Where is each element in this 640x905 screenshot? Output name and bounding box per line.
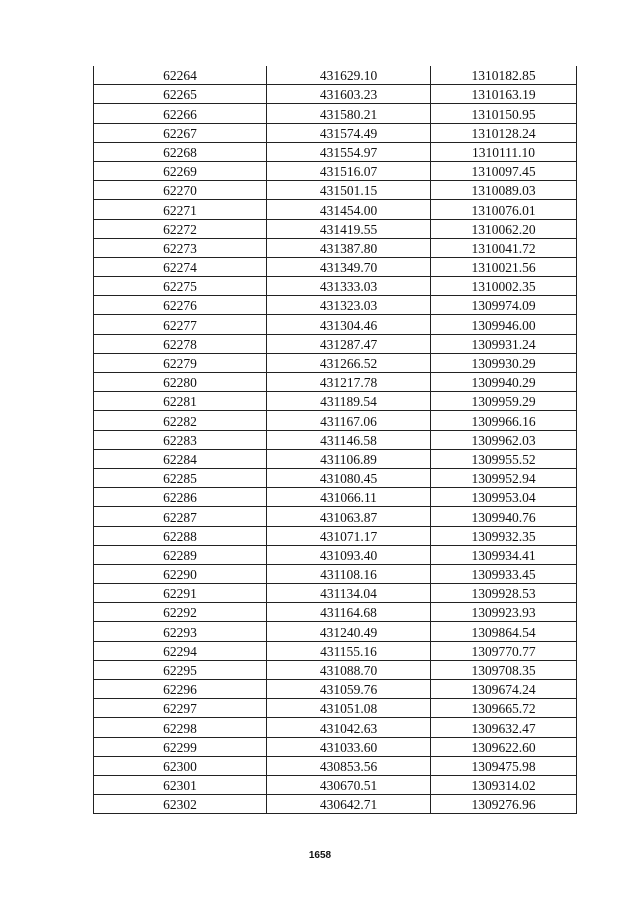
table-row [94,584,577,603]
point-id-cell: 62277 [94,315,267,334]
y-coordinate-cell: 1309864.54 [431,622,577,641]
page-number: 1658 [308,850,332,861]
x-coordinate-cell: 431580.21 [267,104,431,123]
y-coordinate-cell: 1310041.72 [431,238,577,257]
x-coordinate-cell: 431134.04 [267,584,431,603]
table-row [94,660,577,679]
y-coordinate-cell: 1309933.45 [431,564,577,583]
y-coordinate-cell: 1309932.35 [431,526,577,545]
point-id-cell: 62302 [94,795,267,814]
y-coordinate-cell: 1310089.03 [431,181,577,200]
x-coordinate-cell: 431516.07 [267,161,431,180]
table-row [94,507,577,526]
point-id-cell: 62300 [94,756,267,775]
x-coordinate-cell: 431387.80 [267,238,431,257]
table-row [94,161,577,180]
x-coordinate-cell: 431146.58 [267,430,431,449]
point-id-cell: 62276 [94,296,267,315]
y-coordinate-cell: 1309959.29 [431,392,577,411]
table-row [94,123,577,142]
x-coordinate-cell: 431323.03 [267,296,431,315]
table-row [94,315,577,334]
table-row [94,449,577,468]
x-coordinate-cell: 431574.49 [267,123,431,142]
y-coordinate-cell: 1309622.60 [431,737,577,756]
y-coordinate-cell: 1310076.01 [431,200,577,219]
table-row [94,756,577,775]
x-coordinate-cell: 431051.08 [267,699,431,718]
table-row [94,219,577,238]
point-id-cell: 62266 [94,104,267,123]
table-row [94,718,577,737]
y-coordinate-cell: 1309955.52 [431,449,577,468]
point-id-cell: 62282 [94,411,267,430]
y-coordinate-cell: 1309475.98 [431,756,577,775]
y-coordinate-cell: 1310163.19 [431,85,577,104]
table-row [94,545,577,564]
x-coordinate-cell: 431093.40 [267,545,431,564]
x-coordinate-cell: 431106.89 [267,449,431,468]
x-coordinate-cell: 431454.00 [267,200,431,219]
x-coordinate-cell: 431108.16 [267,564,431,583]
point-id-cell: 62267 [94,123,267,142]
table-row [94,392,577,411]
point-id-cell: 62292 [94,603,267,622]
x-coordinate-cell: 431240.49 [267,622,431,641]
point-id-cell: 62286 [94,488,267,507]
y-coordinate-cell: 1310097.45 [431,161,577,180]
table-row [94,257,577,276]
x-coordinate-cell: 431501.15 [267,181,431,200]
table-row [94,85,577,104]
x-coordinate-cell: 430853.56 [267,756,431,775]
point-id-cell: 62273 [94,238,267,257]
y-coordinate-cell: 1310150.95 [431,104,577,123]
point-id-cell: 62291 [94,584,267,603]
x-coordinate-cell: 430642.71 [267,795,431,814]
y-coordinate-cell: 1309923.93 [431,603,577,622]
x-coordinate-cell: 431071.17 [267,526,431,545]
y-coordinate-cell: 1309314.02 [431,775,577,794]
point-id-cell: 62280 [94,373,267,392]
table-row [94,66,577,85]
y-coordinate-cell: 1309962.03 [431,430,577,449]
table-row [94,238,577,257]
point-id-cell: 62283 [94,430,267,449]
y-coordinate-cell: 1309940.76 [431,507,577,526]
x-coordinate-cell: 431287.47 [267,334,431,353]
table-row [94,142,577,161]
table-row [94,699,577,718]
x-coordinate-cell: 431266.52 [267,353,431,372]
x-coordinate-cell: 431333.03 [267,277,431,296]
y-coordinate-cell: 1309934.41 [431,545,577,564]
point-id-cell: 62285 [94,468,267,487]
x-coordinate-cell: 431164.68 [267,603,431,622]
table-row [94,564,577,583]
y-coordinate-cell: 1309674.24 [431,680,577,699]
point-id-cell: 62279 [94,353,267,372]
table-row [94,641,577,660]
point-id-cell: 62284 [94,449,267,468]
table-row [94,277,577,296]
x-coordinate-cell: 431088.70 [267,660,431,679]
point-id-cell: 62265 [94,85,267,104]
table-row [94,775,577,794]
point-id-cell: 62278 [94,334,267,353]
y-coordinate-cell: 1310111.10 [431,142,577,161]
table-row [94,296,577,315]
point-id-cell: 62268 [94,142,267,161]
point-id-cell: 62298 [94,718,267,737]
point-id-cell: 62264 [94,66,267,85]
x-coordinate-cell: 431080.45 [267,468,431,487]
x-coordinate-cell: 431042.63 [267,718,431,737]
y-coordinate-cell: 1309940.29 [431,373,577,392]
y-coordinate-cell: 1310002.35 [431,277,577,296]
x-coordinate-cell: 431063.87 [267,507,431,526]
table-row [94,411,577,430]
table-row [94,468,577,487]
y-coordinate-cell: 1309974.09 [431,296,577,315]
table-row [94,603,577,622]
y-coordinate-cell: 1309770.77 [431,641,577,660]
y-coordinate-cell: 1309966.16 [431,411,577,430]
x-coordinate-cell: 431033.60 [267,737,431,756]
y-coordinate-cell: 1309928.53 [431,584,577,603]
y-coordinate-cell: 1309931.24 [431,334,577,353]
table-row [94,104,577,123]
x-coordinate-cell: 431629.10 [267,66,431,85]
point-id-cell: 62274 [94,257,267,276]
point-id-cell: 62293 [94,622,267,641]
x-coordinate-cell: 431217.78 [267,373,431,392]
x-coordinate-cell: 430670.51 [267,775,431,794]
table-row [94,200,577,219]
y-coordinate-cell: 1309953.04 [431,488,577,507]
point-id-cell: 62289 [94,545,267,564]
point-id-cell: 62272 [94,219,267,238]
y-coordinate-cell: 1309708.35 [431,660,577,679]
point-id-cell: 62269 [94,161,267,180]
point-id-cell: 62294 [94,641,267,660]
point-id-cell: 62290 [94,564,267,583]
x-coordinate-cell: 431603.23 [267,85,431,104]
y-coordinate-cell: 1310182.85 [431,66,577,85]
table-row [94,526,577,545]
point-id-cell: 62288 [94,526,267,545]
point-id-cell: 62297 [94,699,267,718]
x-coordinate-cell: 431167.06 [267,411,431,430]
x-coordinate-cell: 431066.11 [267,488,431,507]
table-row [94,622,577,641]
point-id-cell: 62301 [94,775,267,794]
table-row [94,181,577,200]
y-coordinate-cell: 1309930.29 [431,353,577,372]
y-coordinate-cell: 1309952.94 [431,468,577,487]
table-row [94,353,577,372]
point-id-cell: 62275 [94,277,267,296]
coordinate-table [93,66,577,814]
point-id-cell: 62299 [94,737,267,756]
table-row [94,488,577,507]
point-id-cell: 62271 [94,200,267,219]
point-id-cell: 62270 [94,181,267,200]
x-coordinate-cell: 431554.97 [267,142,431,161]
y-coordinate-cell: 1309946.00 [431,315,577,334]
x-coordinate-cell: 431155.16 [267,641,431,660]
x-coordinate-cell: 431304.46 [267,315,431,334]
point-id-cell: 62295 [94,660,267,679]
x-coordinate-cell: 431349.70 [267,257,431,276]
y-coordinate-cell: 1310021.56 [431,257,577,276]
point-id-cell: 62281 [94,392,267,411]
y-coordinate-cell: 1310062.20 [431,219,577,238]
y-coordinate-cell: 1309665.72 [431,699,577,718]
y-coordinate-cell: 1309276.96 [431,795,577,814]
table-row [94,373,577,392]
y-coordinate-cell: 1309632.47 [431,718,577,737]
table-row [94,430,577,449]
y-coordinate-cell: 1310128.24 [431,123,577,142]
point-id-cell: 62296 [94,680,267,699]
x-coordinate-cell: 431419.55 [267,219,431,238]
x-coordinate-cell: 431059.76 [267,680,431,699]
table-row [94,334,577,353]
table-row [94,680,577,699]
table-row [94,737,577,756]
x-coordinate-cell: 431189.54 [267,392,431,411]
coordinate-table-body [94,66,577,814]
table-row [94,795,577,814]
point-id-cell: 62287 [94,507,267,526]
